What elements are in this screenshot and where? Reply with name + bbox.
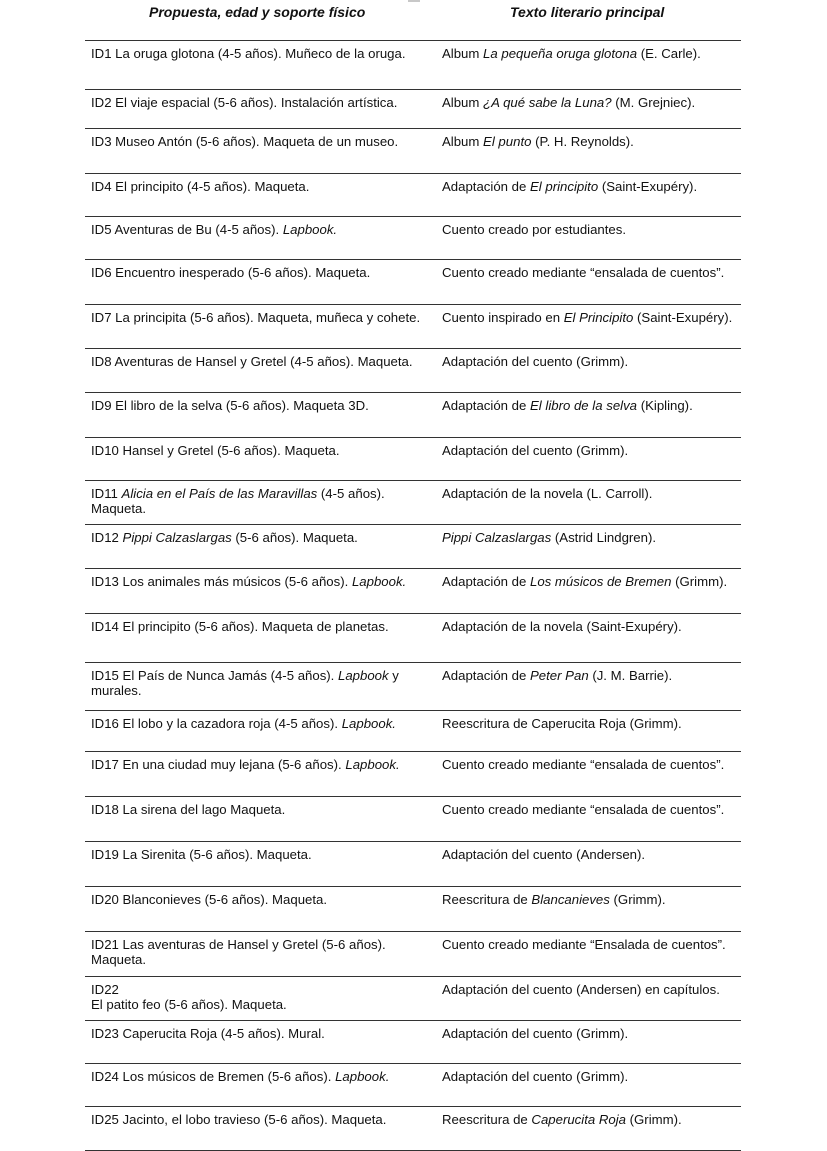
literary-text-cell bbox=[442, 938, 736, 953]
proposal-cell bbox=[91, 758, 431, 773]
cell-text: Pippi Calzaslargas bbox=[122, 530, 232, 545]
cell-text: Adaptación del cuento (Grimm). bbox=[442, 1026, 629, 1041]
table-row bbox=[85, 977, 741, 1021]
cell-text: ID8 Aventuras de Hansel y Gretel (4-5 años). Maqueta. bbox=[91, 354, 413, 369]
cell-text: Cuento creado mediante “ensalada de cuentos”. bbox=[442, 265, 725, 280]
cell-text: Reescritura de bbox=[442, 1112, 532, 1127]
proposal-cell bbox=[91, 355, 431, 370]
cell-text: ID10 Hansel y Gretel (5-6 años). Maqueta. bbox=[91, 443, 340, 458]
cell-text: Cuento creado mediante “Ensalada de cuentos”. bbox=[442, 937, 726, 952]
table-row bbox=[85, 41, 741, 90]
cell-text: Caperucita Roja bbox=[531, 1112, 626, 1127]
literary-text-cell bbox=[442, 47, 736, 62]
cell-text: El principito bbox=[530, 179, 599, 194]
proposal-cell bbox=[91, 223, 431, 238]
literary-text-cell bbox=[442, 848, 736, 863]
cell-text: ID21 Las aventuras de Hansel y Gretel (5-6 años). Maqueta. bbox=[91, 937, 386, 967]
table-row bbox=[85, 797, 741, 842]
literary-text-cell bbox=[442, 983, 736, 998]
cell-text: Cuento inspirado en bbox=[442, 310, 564, 325]
cell-text: ID22 bbox=[91, 982, 119, 997]
literary-text-cell bbox=[442, 1113, 736, 1128]
literary-text-cell bbox=[442, 1070, 736, 1085]
literary-text-cell bbox=[442, 223, 736, 238]
cell-text: Album bbox=[442, 46, 484, 61]
literary-text-cell bbox=[442, 355, 736, 370]
cell-text: ID24 Los músicos de Bremen (5-6 años). bbox=[91, 1069, 336, 1084]
cell-text: ID14 El principito (5-6 años). Maqueta de planetas. bbox=[91, 619, 389, 634]
proposal-cell bbox=[91, 487, 431, 516]
cell-text: ID9 El libro de la selva (5-6 años). Maqueta 3D. bbox=[91, 398, 369, 413]
literary-text-cell bbox=[442, 487, 736, 502]
table-row bbox=[85, 711, 741, 752]
table-row bbox=[85, 260, 741, 305]
cell-text: Adaptación del cuento (Grimm). bbox=[442, 443, 629, 458]
proposal-cell bbox=[91, 311, 431, 326]
cell-text: El libro de la selva bbox=[530, 398, 638, 413]
cell-text: ID19 La Sirenita (5-6 años). Maqueta. bbox=[91, 847, 312, 862]
table-row bbox=[85, 752, 741, 797]
proposal-cell bbox=[91, 848, 431, 863]
table-row bbox=[85, 481, 741, 525]
cell-text: ID13 Los animales más músicos (5-6 años). bbox=[91, 574, 352, 589]
table-row bbox=[85, 1064, 741, 1107]
cell-text: Adaptación de bbox=[442, 668, 530, 683]
cell-text: ID20 Blanconieves (5-6 años). Maqueta. bbox=[91, 892, 328, 907]
table-row bbox=[85, 305, 741, 349]
table-row bbox=[85, 1107, 741, 1151]
literary-text-cell bbox=[442, 575, 736, 590]
table-row bbox=[85, 569, 741, 614]
cell-text: ¿A qué sabe la Luna? bbox=[483, 95, 612, 110]
literary-text-cell bbox=[442, 399, 736, 414]
header-col-proposal: Propuesta, edad y soporte físico bbox=[149, 4, 366, 20]
cell-text: Los músicos de Bremen bbox=[530, 574, 672, 589]
cell-text: (Grimm). bbox=[609, 892, 666, 907]
cell-text: ID12 bbox=[91, 530, 123, 545]
literary-text-cell bbox=[442, 669, 736, 684]
cell-text: ID1 La oruga glotona (4-5 años). Muñeco de la oruga. bbox=[91, 46, 406, 61]
cell-text: ID25 Jacinto, el lobo travieso (5-6 años). Maqueta. bbox=[91, 1112, 387, 1127]
cell-text: ID2 El viaje espacial (5-6 años). Instalación artística. bbox=[91, 95, 398, 110]
cell-text: ID5 Aventuras de Bu (4-5 años). bbox=[91, 222, 283, 237]
proposal-cell bbox=[91, 180, 431, 195]
proposal-cell bbox=[91, 531, 431, 546]
cell-text: (Saint-Exupéry). bbox=[633, 310, 733, 325]
proposal-cell bbox=[91, 717, 431, 732]
cell-text: ID16 El lobo y la cazadora roja (4-5 años). bbox=[91, 716, 342, 731]
table-row bbox=[85, 887, 741, 932]
literary-text-cell bbox=[442, 96, 736, 111]
cell-text: Alicia en el País de las Maravillas bbox=[121, 486, 318, 501]
table-row bbox=[85, 663, 741, 711]
proposal-cell bbox=[91, 1113, 431, 1128]
cell-text: (J. M. Barrie). bbox=[588, 668, 673, 683]
cell-text: ID17 En una ciudad muy lejana (5-6 años). bbox=[91, 757, 346, 772]
cell-text: Adaptación del cuento (Andersen) en capítulos. bbox=[442, 982, 720, 997]
table-row bbox=[85, 174, 741, 217]
proposal-cell bbox=[91, 983, 431, 1012]
proposals-table bbox=[85, 40, 741, 1151]
literary-text-cell bbox=[442, 717, 736, 732]
table-row bbox=[85, 217, 741, 260]
proposal-cell bbox=[91, 96, 431, 111]
cell-text: (Grimm). bbox=[625, 1112, 682, 1127]
cell-text: (P. H. Reynolds). bbox=[531, 134, 634, 149]
table-row bbox=[85, 90, 741, 129]
cell-text: Album bbox=[442, 95, 484, 110]
cell-text: El punto bbox=[483, 134, 532, 149]
cell-text: La pequeña oruga glotona bbox=[483, 46, 638, 61]
proposal-cell bbox=[91, 444, 431, 459]
cell-text: (Saint-Exupéry). bbox=[598, 179, 698, 194]
cell-text: Album bbox=[442, 134, 484, 149]
cell-text: Adaptación de la novela (Saint-Exupéry). bbox=[442, 619, 682, 634]
proposal-cell bbox=[91, 575, 431, 590]
cell-text: (E. Carle). bbox=[637, 46, 701, 61]
cell-text: Adaptación de bbox=[442, 574, 530, 589]
cell-text: ID15 El País de Nunca Jamás (4-5 años). bbox=[91, 668, 339, 683]
cell-text: Lapbook bbox=[338, 668, 389, 683]
proposal-cell bbox=[91, 803, 431, 818]
proposal-cell bbox=[91, 1070, 431, 1085]
proposal-cell bbox=[91, 135, 431, 150]
cell-text: ID18 La sirena del lago Maqueta. bbox=[91, 802, 286, 817]
cell-text: Blancanieves bbox=[531, 892, 610, 907]
cell-text: ID6 Encuentro inesperado (5-6 años). Maqueta. bbox=[91, 265, 371, 280]
literary-text-cell bbox=[442, 180, 736, 195]
cell-text: (M. Grejniec). bbox=[611, 95, 696, 110]
proposal-cell bbox=[91, 620, 431, 635]
cell-text: Cuento creado por estudiantes. bbox=[442, 222, 627, 237]
literary-text-cell bbox=[442, 266, 736, 281]
cell-text: Cuento creado mediante “ensalada de cuentos”. bbox=[442, 802, 725, 817]
cell-text: Lapbook. bbox=[351, 574, 407, 589]
literary-text-cell bbox=[442, 620, 736, 635]
cell-text: Pippi Calzaslargas bbox=[442, 530, 552, 545]
cell-text: Adaptación del cuento (Andersen). bbox=[442, 847, 646, 862]
cell-text: ID3 Museo Antón (5-6 años). Maqueta de un museo. bbox=[91, 134, 399, 149]
cell-text: ID4 El principito (4-5 años). Maqueta. bbox=[91, 179, 310, 194]
cell-text: Lapbook. bbox=[341, 716, 396, 731]
cell-text: Adaptación de la novela (L. Carroll). bbox=[442, 486, 653, 501]
literary-text-cell bbox=[442, 893, 736, 908]
cell-text: Reescritura de Caperucita Roja (Grimm). bbox=[442, 716, 682, 731]
cell-text: ID23 Caperucita Roja (4-5 años). Mural. bbox=[91, 1026, 325, 1041]
proposal-cell bbox=[91, 399, 431, 414]
cell-text: (Astrid Lindgren). bbox=[551, 530, 657, 545]
cell-text: ID7 La principita (5-6 años). Maqueta, muñeca y cohete. bbox=[91, 310, 421, 325]
page-top-mark bbox=[408, 0, 420, 2]
proposal-cell bbox=[91, 938, 431, 967]
cell-text: Lapbook. bbox=[282, 222, 338, 237]
table-row bbox=[85, 438, 741, 481]
table-row bbox=[85, 614, 741, 663]
cell-text: (4-5 años). Maqueta. bbox=[91, 486, 385, 516]
cell-text: (5-6 años). Maqueta. bbox=[231, 530, 358, 545]
literary-text-cell bbox=[442, 758, 736, 773]
table-header bbox=[0, 4, 827, 24]
cell-text: (Kipling). bbox=[637, 398, 693, 413]
header-col-literary-text: Texto literario principal bbox=[510, 4, 665, 20]
cell-text: Adaptación de bbox=[442, 179, 530, 194]
literary-text-cell bbox=[442, 444, 736, 459]
cell-text: Lapbook. bbox=[335, 1069, 390, 1084]
cell-text: (Grimm). bbox=[671, 574, 728, 589]
cell-text: ID11 bbox=[91, 486, 122, 501]
cell-text: Peter Pan bbox=[530, 668, 589, 683]
table-row bbox=[85, 842, 741, 887]
cell-text: Lapbook. bbox=[345, 757, 400, 772]
table-row bbox=[85, 525, 741, 569]
table-row bbox=[85, 393, 741, 438]
proposal-cell bbox=[91, 266, 431, 281]
table-row bbox=[85, 1021, 741, 1064]
proposal-cell bbox=[91, 893, 431, 908]
proposal-cell bbox=[91, 47, 431, 62]
literary-text-cell bbox=[442, 311, 736, 326]
cell-text: Adaptación del cuento (Grimm). bbox=[442, 1069, 629, 1084]
literary-text-cell bbox=[442, 135, 736, 150]
cell-text: El patito feo (5-6 años). Maqueta. bbox=[91, 996, 287, 1012]
table-row bbox=[85, 349, 741, 393]
literary-text-cell bbox=[442, 803, 736, 818]
cell-text: Adaptación de bbox=[442, 398, 530, 413]
cell-text: Reescritura de bbox=[442, 892, 532, 907]
cell-text: Cuento creado mediante “ensalada de cuentos”. bbox=[442, 757, 725, 772]
literary-text-cell bbox=[442, 1027, 736, 1042]
cell-text: y murales. bbox=[91, 668, 399, 698]
proposal-cell bbox=[91, 669, 431, 698]
table-row bbox=[85, 129, 741, 174]
cell-text: Adaptación del cuento (Grimm). bbox=[442, 354, 629, 369]
proposal-cell bbox=[91, 1027, 431, 1042]
cell-text: El Principito bbox=[563, 310, 634, 325]
literary-text-cell bbox=[442, 531, 736, 546]
table-row bbox=[85, 932, 741, 977]
